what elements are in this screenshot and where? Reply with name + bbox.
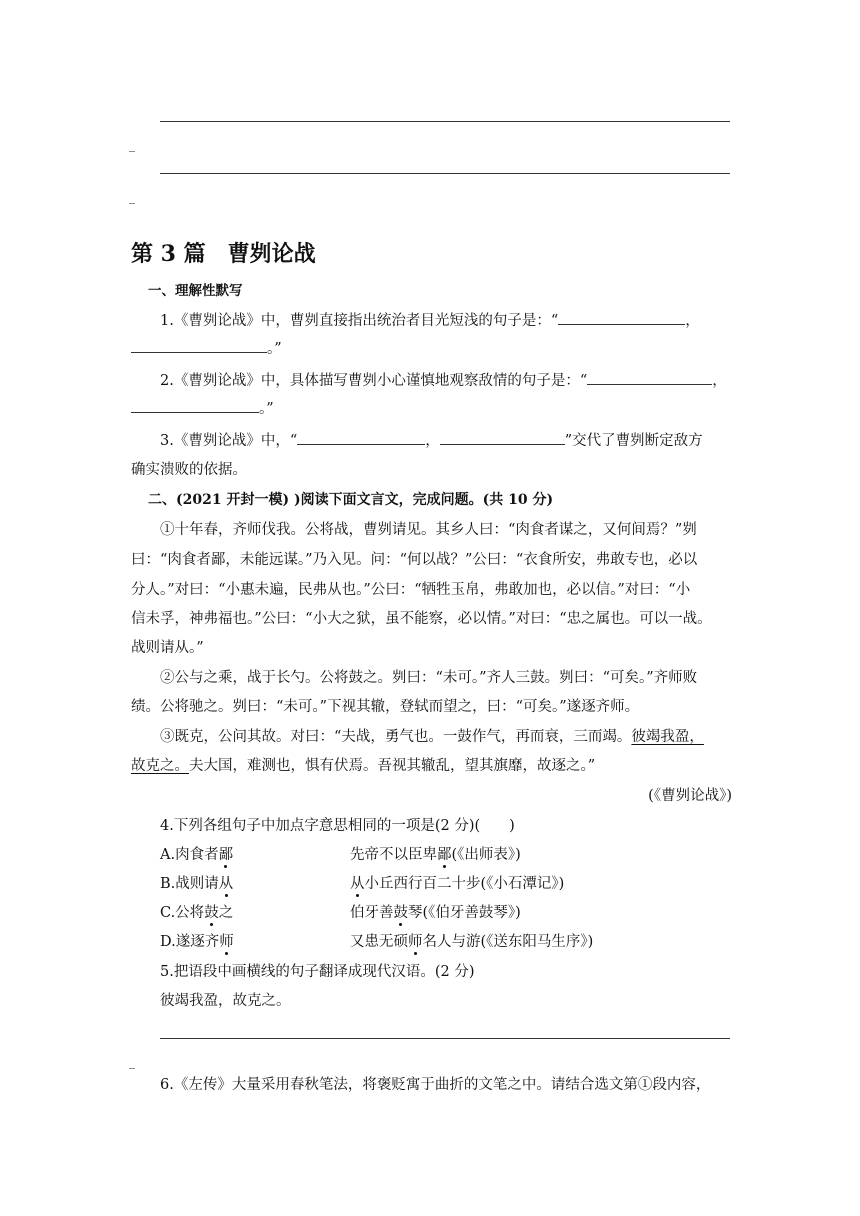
dotted-char: 从	[350, 876, 365, 892]
q1-line2	[131, 338, 282, 359]
q5-sentence: 彼竭我盈，故克之。	[160, 993, 291, 1009]
part1-heading: 一、理解性默写	[148, 283, 243, 299]
q3-line2: 确实溃败的依据。	[131, 462, 247, 478]
part2-heading: 二、(2021 开封一模) )阅读下面文言文，完成问题。(共 10 分)	[148, 492, 554, 508]
option-ref-text: 小丘西行百二十步(《小石潭记》)	[364, 876, 565, 892]
dotted-char: 鄙	[218, 847, 234, 863]
q2-blank-2[interactable]	[131, 398, 259, 413]
passage-p3-l2	[131, 756, 595, 776]
q4-option-c-ref	[350, 903, 521, 923]
passage-p3-text: ③既克，公问其故。对曰：“夫战，勇气也。一鼓作气，再而衰，三而竭。	[160, 729, 632, 745]
dotted-char: 师	[219, 934, 234, 950]
q6-stem: 6.《左传》大量采用春秋笔法，将褒贬寓于曲折的文笔之中。请结合选文第①段内容，	[160, 1077, 711, 1093]
q4-stem: 4.下列各组句子中加点字意思相同的一项是(2 分)( )	[160, 818, 515, 834]
q4-option-c[interactable]	[160, 903, 233, 923]
q4-option-d[interactable]	[160, 932, 234, 952]
answer-line-dash: _	[129, 1055, 135, 1069]
q4-option-d-ref	[350, 932, 593, 952]
dotted-char: 鄙	[437, 847, 452, 863]
q3-line1	[160, 430, 703, 451]
option-text: D.遂逐齐	[160, 934, 220, 950]
passage-p1-l3: 分人。”对曰：“小惠未遍，民弗从也。”公曰：“牺牲玉帛，弗敢加也，必以信。”对曰：“小	[131, 582, 691, 598]
q4-option-b-ref	[350, 874, 564, 894]
passage-p3-l1	[160, 727, 704, 747]
q4-option-a[interactable]	[160, 845, 233, 865]
underlined-sentence: 故克之。	[131, 758, 189, 774]
q3-comma: ，	[425, 433, 440, 449]
passage-p1-l5: 战则请从。”	[131, 640, 204, 656]
q4-option-b[interactable]	[160, 874, 233, 894]
q5-answer-line[interactable]	[160, 1038, 730, 1039]
q3-text: 3.《曹刿论战》中，“	[160, 433, 298, 449]
option-ref-text: 伯牙善	[350, 905, 394, 921]
option-ref-text: 名人与游(《送东阳马生序》)	[422, 934, 594, 950]
option-ref-text: (《出师表》)	[451, 847, 521, 863]
q1-blank-1[interactable]	[558, 310, 685, 325]
answer-line[interactable]	[160, 121, 730, 122]
q2-end: 。”	[259, 401, 274, 417]
q3-blank-1[interactable]	[297, 430, 425, 445]
dotted-char: 鼓	[204, 905, 219, 921]
q3-text-2: ”交代了曹刿断定敌方	[564, 433, 703, 449]
passage-p1-l4: 信未孚，神弗福也。”公曰：“小大之狱，虽不能察，必以情。”对曰：“忠之属也。可以一战。	[131, 611, 712, 627]
q2-comma: ，	[712, 373, 727, 389]
passage-p1-l1: ①十年春，齐师伐我。公将战，曹刿请见。其乡人曰：“肉食者谋之，又何间焉？”刿	[160, 522, 697, 538]
passage-p2-l1: ②公与之乘，战于长勺。公将鼓之。刿曰：“未可。”齐人三鼓。刿曰：“可矣。”齐师败	[160, 670, 698, 686]
dotted-char: 鼓	[393, 905, 408, 921]
q5-stem: 5.把语段中画横线的句子翻译成现代汉语。(2 分)	[160, 964, 475, 980]
q2-blank-1[interactable]	[587, 370, 712, 385]
option-ref-text: 先帝不以臣卑	[350, 847, 437, 863]
q1-blank-2[interactable]	[131, 338, 267, 353]
q3-blank-2[interactable]	[440, 430, 565, 445]
passage-source: (《曹刿论战》)	[648, 788, 732, 804]
q1-line1	[160, 310, 700, 331]
q4-option-a-ref	[350, 845, 521, 865]
passage-p1-l2: 曰：“肉食者鄙，未能远谋。”乃入见。问：“何以战？”公曰：“衣食所安，弗敢专也，必以	[131, 552, 698, 568]
q1-text: 1.《曹刿论战》中，曹刿直接指出统治者目光短浅的句子是：“	[160, 313, 559, 329]
dotted-char: 从	[218, 876, 234, 892]
passage-p3-text: 夫大国，难测也，惧有伏焉。吾视其辙乱，望其旗靡，故逐之。”	[189, 758, 596, 774]
q2-text: 2.《曹刿论战》中，具体描写曹刿小心谨慎地观察敌情的句子是：“	[160, 373, 588, 389]
q2-line2	[131, 398, 274, 419]
dotted-char: 师	[408, 934, 423, 950]
option-text: C.公将	[160, 905, 205, 921]
option-text: 之	[218, 905, 234, 921]
underlined-sentence: 彼竭我盈，	[631, 729, 704, 745]
answer-line-dash: _	[129, 190, 135, 204]
q2-line1	[160, 370, 727, 391]
passage-p2-l2: 绩。公将驰之。刿曰：“未可。”下视其辙，登轼而望之，曰：“可矣。”遂逐齐师。	[131, 699, 640, 715]
answer-line[interactable]	[160, 173, 730, 174]
option-text: A.肉食者	[160, 847, 219, 863]
option-text: B.战则请	[160, 876, 219, 892]
option-ref-text: 琴(《伯牙善鼓琴》)	[408, 905, 521, 921]
section-title: 第 3 篇 曹刿论战	[131, 241, 316, 267]
answer-line-dash: _	[129, 138, 135, 152]
option-ref-text: 又患无硕	[350, 934, 408, 950]
q1-comma: ，	[685, 313, 700, 329]
q1-end: 。”	[267, 341, 282, 357]
